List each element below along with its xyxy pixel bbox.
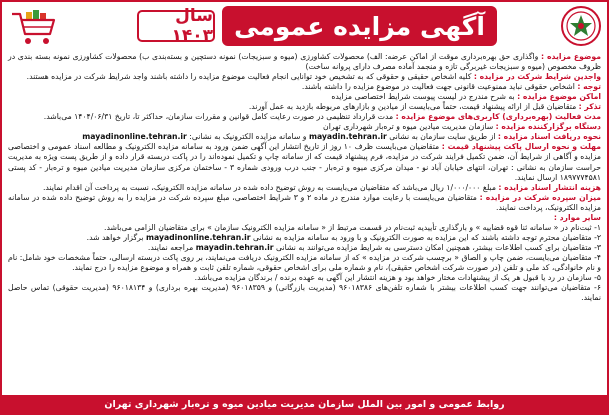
item2-url-link[interactable]: mayadinonline.tehran.ir	[146, 232, 251, 242]
reminder-text: متقاضیان قبل از ارائه پیشنهاد قیمت، حتماً می‌بایست از میادین و بازارهای مربوطه بازدید به عمل آورند.	[248, 102, 579, 112]
eligibility-label: واجدین شرایط شرکت در مزایده :	[473, 72, 601, 82]
ad-cost-label: هزینه انتشار اسناد مزایده :	[498, 182, 601, 192]
item3-url-link[interactable]: mayadin.tehran.ir	[195, 242, 274, 252]
item3-text-b: مراجعه نمایند.	[147, 242, 196, 252]
note-label: توجه :	[577, 82, 601, 92]
deadline-label: مهلت و نحوه ارسال پاکت پیشنهاد قیمت :	[441, 142, 601, 152]
other-heading	[8, 213, 601, 223]
docs-url-link[interactable]: mayadin.tehran.ir	[308, 132, 387, 142]
note-paragraph	[8, 82, 601, 92]
subject-text: واگذاری حق بهره‌برداری موقت از اماکن عرضه: الف) محصولات کشاورزی (میوه و سبزیجات) نمونه دستچین و بسته‌بندی ب) محصولات کشاورزی نمونه بسته بندی در ظروف مخصوص (میوه و سبزیجات غیربرگی تازه و منجمد آماده مصرف دارای پروانه ساخت)	[8, 52, 601, 72]
docs-paragraph	[8, 132, 601, 142]
locations-label: اماکن موضوع مزایده :	[517, 92, 601, 102]
title-banner	[222, 6, 497, 46]
organizer-text: سازمان مدیریت میادین میوه و تره‌بار شهرداری تهران	[323, 122, 496, 132]
page-title: آگهی مزایده عمومی	[234, 11, 485, 41]
docs-url2-link[interactable]: mayadinonline.tehran.ir	[82, 132, 187, 142]
year-badge	[137, 6, 215, 46]
advertisement-body	[8, 52, 601, 393]
tehran-municipality-logo-icon	[561, 6, 601, 46]
year-badge-text: سال ۱۴۰۳	[171, 6, 213, 46]
docs-text: از طریق سایت سازمان به نشانی	[389, 132, 498, 142]
item3-text-a: ۳- متقاضیان برای کسب اطلاعات بیشتر، همچنین امکان دسترسی به شرایط مزایده می‌توانند به نشانی	[276, 242, 601, 252]
reminder-paragraph	[8, 102, 601, 112]
reminder-label: تذکر :	[578, 102, 601, 112]
header	[2, 2, 607, 52]
eligibility-paragraph	[8, 72, 601, 82]
list-item-5: ۵- سازمان در رد یا قبول هر یک از پیشنهادات مختار خواهد بود و هزینه انتشار این آگهی به عهده برنده / برندگان مزایده می‌باشد.	[194, 273, 601, 283]
term-text: مدت قرارداد تنظیمی در صورت رعایت کامل قوانین و مقررات سازمان، حداکثر تا، تاریخ ۱۴۰۴/۰۶/۳۱ می‌باشد.	[43, 112, 396, 122]
deadline-text: متقاضیان می‌بایست ظرف ۱۰ روز از تاریخ انتشار این آگهی ضمن ورود به سامانه مزایده الکترونیک و مطالعه اسناد عمومی و اختصاصی مزایده و آگاهی از شرایط آن، ضمن تکمیل فرایند شرکت در مزایده، فرم پیشنهاد قیمت که از سامانه چاپ و تکمیل نموده‌اند را در پاکت دربسته قرار داده و از طریق پست ویژه به مدیریت حراست سازمان به نشانی : تهران، انتهای خیابان آباد نو - میدان مرکزی میوه و تره‌بار - جنب درب ورودی شماره ۳ - ساختمان مرکزی سازمان مدیریت میادین میوه و تره‌بار - کد پستی ۱۸۹۷۷۷۴۵۸۱ ارسال نمایند.	[8, 142, 601, 182]
docs-label: نحوه دریافت اسناد مزایده :	[497, 132, 601, 142]
eligibility-text: کلیه اشخاص حقیقی و حقوقی که به تشخیص خود توانایی انجام فعالیت موضوع مزایده را داشته باشند واجد شرایط شرکت در مزایده هستند.	[26, 72, 474, 82]
organizer-label: دستگاه برگزارکننده مزایده :	[495, 122, 601, 132]
list-item-4: ۴- متقاضیان می‌بایست، ضمن چاپ و الصاق « برچسب شرکت در مزایده » که از سامانه مزایده الکترونیک دریافت می‌نمایند، بر روی پاکت دربسته ارسالی، حتماً مشخصات خود شامل: نام و نام خانوادگی، کد ملی و تلفن (در صورت شرکت اشخاص حقیقی)، نام و شماره ملی برای اشخاص حقوقی، شماره تلفن ثابت و همراه و موضوع مزایده را درج نمایند.	[8, 252, 601, 272]
subject-paragraph	[8, 52, 601, 72]
deposit-text: متقاضیان می‌بایست با رعایت موارد مندرج در ماده ۲ و ۳ شرایط اختصاصی، مبلغ سپرده شرکت در مزایده را به روش توضیح داده شده در سامانه مزایده الکترونیک، پرداخت نمایند.	[8, 192, 601, 212]
item2-text-a: ۲- متقاضیان محترم توجه داشته باشند که این مزایده به صورت الکترونیک و با ورود به سامانه مزایده به نشانی	[253, 232, 601, 242]
deadline-paragraph	[8, 142, 601, 182]
list-item-2	[8, 233, 601, 243]
note-text: اشخاص حقوقی نباید ممنوعیت قانونی جهت فعالیت در موضوع مزایده را داشته باشند.	[301, 82, 578, 92]
organizer-paragraph	[8, 122, 601, 132]
deposit-paragraph	[8, 193, 601, 213]
other-label: سایر موارد :	[553, 212, 601, 222]
deposit-label: میزان سپرده شرکت در مزایده :	[479, 192, 601, 202]
locations-paragraph	[8, 92, 601, 102]
item2-text-b: برگزار خواهد شد.	[86, 232, 146, 242]
footer-banner	[2, 395, 607, 413]
footer-text: روابط عمومی و امور بین الملل سازمان مدیریت میادین میوه و تره‌بار شهرداری تهران	[104, 398, 505, 410]
term-label: مدت فعالیت (بهره‌برداری) کاربری‌های موضوع مزایده :	[395, 112, 601, 122]
ad-cost-text: مبلغ ۱/۰۰۰/۰۰۰ ریال می‌باشد که متقاضیان می‌بایست به روش توضیح داده شده در سامانه مزایده الکترونیک، نسبت به پرداخت آن اقدام نمایند.	[42, 182, 499, 192]
list-item-6: ۶- متقاضیان می‌توانند جهت کسب اطلاعات بیشتر با شماره تلفن‌های ۹۶۰۱۸۳۸۶ (مدیریت بازرگانی) و ۹۶۰۱۸۳۵۹ (مدیریت بهره برداری) و ۹۶۰۱۸۱۳۴ (مدیریت حقوقی) تماس حاصل نمایند.	[8, 283, 601, 303]
ad-cost-paragraph	[8, 183, 601, 193]
subject-label: موضوع مزایده :	[541, 52, 601, 61]
list-item-1: ۱- ثبت‌نام در « سامانه ثنا قوه قضاییه » و بارگذاری تأییدیه ثبت‌نام در قسمت مرتبط از « سامانه مزایده الکترونیک سازمان » برای متقاضیان الزامی می‌باشد.	[104, 222, 601, 232]
locations-text: به شرح مندرج در لیست پیوست شرایط اختصاصی مزایده	[331, 92, 518, 102]
list-item-3	[8, 243, 601, 253]
term-paragraph	[8, 112, 601, 122]
docs-text-2: و سامانه مزایده الکترونیک به نشانی:	[189, 132, 309, 142]
shopping-cart-icon	[8, 8, 60, 48]
